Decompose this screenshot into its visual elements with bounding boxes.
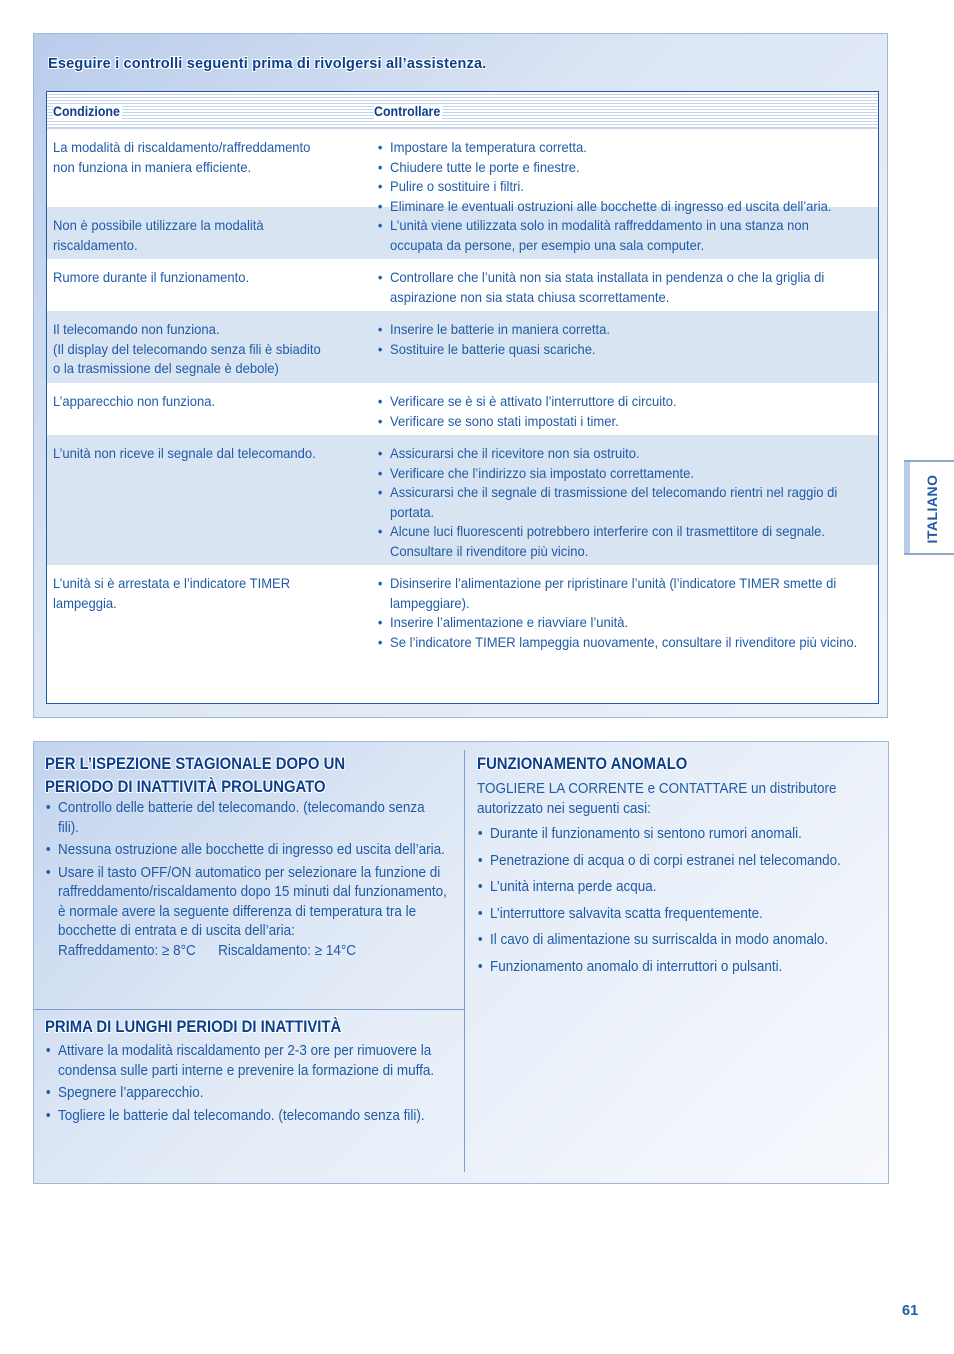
column-header-check: Controllare: [374, 104, 441, 119]
seasonal-inspection-list: [45, 799, 455, 961]
check-item: • Alcune luci fluorescenti potrebbero interferire con il trasmettitore di segnale. Consultare il rivenditore più vicino.: [377, 522, 865, 561]
heating-difference: Riscaldamento: ≥ 14°C: [218, 942, 357, 959]
column-header-condition: Condizione: [53, 104, 120, 119]
check-list: [377, 444, 865, 561]
check-item: • Assicurarsi che il ricevitore non sia ostruito.: [377, 444, 865, 464]
list-item: • Togliere le batterie dal telecomando. (telecomando senza fili).: [45, 1107, 449, 1127]
check-list: [377, 392, 865, 431]
check-item: • Chiudere tutte le porte e finestre.: [377, 158, 865, 178]
seasonal-inspection-section: [45, 753, 455, 964]
table-row: [47, 435, 878, 565]
long-inactivity-section: [45, 1016, 455, 1129]
abnormal-operation-title: FUNZIONAMENTO ANOMALO: [477, 755, 688, 773]
list-item: • Penetrazione di acqua o di corpi estranei nel telecomando.: [477, 852, 881, 872]
table-row: [47, 565, 878, 674]
check-item: • Assicurarsi che il segnale di trasmissione del telecomando rientri nel raggio di portata.: [377, 483, 865, 522]
language-tab: [904, 460, 954, 555]
page-number: 61: [902, 1303, 919, 1319]
condition-line: Non è possibile utilizzare la modalità: [53, 217, 264, 233]
condition-line: non funziona in maniera efficiente.: [53, 158, 252, 175]
condition-line: Il telecomando non funziona.: [53, 321, 220, 337]
check-list: [377, 138, 865, 216]
list-item: [45, 864, 449, 962]
column-divider: [464, 750, 465, 1172]
list-item: • Nessuna ostruzione alle bocchette di ingresso ed uscita dell’aria.: [45, 841, 449, 861]
table-row: [47, 383, 878, 435]
condition-line: L’unità si è arrestata e l’indicatore TIMER: [53, 575, 291, 591]
check-item: • Verificare se è si è attivato l’interruttore di circuito.: [377, 392, 865, 412]
maintenance-panel: [33, 741, 889, 1184]
check-item: • Disinserire l’alimentazione per ripristinare l’unità (l’indicatore TIMER smette di lampeggiare).: [377, 574, 865, 613]
list-item: • Attivare la modalità riscaldamento per 2-3 ore per rimuovere la condensa sulle parti interne e prevenire la formazione di muffa.: [45, 1042, 449, 1081]
long-inactivity-list: [45, 1042, 455, 1126]
condition-line: Rumore durante il funzionamento.: [53, 269, 250, 285]
list-item: • Il cavo di alimentazione su surriscalda in modo anomalo.: [477, 931, 881, 951]
troubleshooting-heading: Eseguire i controlli seguenti prima di rivolgersi all’assistenza.: [48, 56, 487, 72]
list-item: • Funzionamento anomalo di interruttori o pulsanti.: [477, 958, 881, 978]
check-item: • Impostare la temperatura corretta.: [377, 138, 865, 158]
condition-line: L’apparecchio non funziona.: [53, 393, 216, 409]
language-label: ITALIANO: [924, 474, 940, 544]
abnormal-operation-section: [477, 753, 882, 984]
check-item: • Verificare se sono stati impostati i timer.: [377, 412, 865, 432]
condition-line: (Il display del telecomando senza fili è sbiadito: [53, 340, 321, 357]
check-list: [377, 574, 865, 652]
troubleshooting-table: [46, 91, 879, 704]
table-row: [47, 259, 878, 311]
long-inactivity-title: PRIMA DI LUNGHI PERIODI DI INATTIVITÀ: [45, 1018, 342, 1036]
list-item: • L’interruttore salvavita scatta frequentemente.: [477, 905, 881, 925]
table-row: [47, 129, 878, 214]
condition-line: riscaldamento.: [53, 236, 138, 253]
check-item: • Verificare che l’indirizzo sia impostato correttamente.: [377, 464, 865, 484]
list-item: • Spegnere l’apparecchio.: [45, 1084, 449, 1104]
table-row: [47, 311, 878, 383]
language-tab-bar: [904, 462, 910, 553]
section-divider: [34, 1009, 464, 1010]
check-item: • Pulire o sostituire i filtri.: [377, 177, 865, 197]
check-list: [377, 216, 865, 255]
list-item: • Controllo delle batterie del telecomando. (telecomando senza fili).: [45, 799, 449, 838]
check-list: [377, 320, 865, 359]
list-item: • Durante il funzionamento si sentono rumori anomali.: [477, 825, 881, 845]
condition-line: o la trasmissione del segnale è debole): [53, 360, 279, 376]
check-item: • Se l’indicatore TIMER lampeggia nuovamente, consultare il rivenditore più vicino.: [377, 633, 865, 653]
table-header: [47, 92, 878, 129]
condition-line: lampeggia.: [53, 594, 117, 611]
cooling-difference: Raffreddamento: ≥ 8°C: [58, 942, 196, 959]
check-item: • Inserire l’alimentazione e riavviare l’unità.: [377, 613, 865, 633]
condition-line: La modalità di riscaldamento/raffreddamento: [53, 139, 311, 155]
check-item: • Sostituire le batterie quasi scariche.: [377, 340, 865, 360]
check-item: • Controllare che l’unità non sia stata installata in pendenza o che la griglia di aspirazione non sia stata chiusa scorrettamente.: [377, 268, 865, 307]
check-item: • Inserire le batterie in maniera corretta.: [377, 320, 865, 340]
abnormal-operation-list: [477, 825, 882, 977]
check-item: • Eliminare le eventuali ostruzioni alle bocchette di ingresso ed uscita dell’aria.: [377, 197, 865, 217]
condition-line: L’unità non riceve il segnale dal telecomando.: [53, 445, 316, 461]
abnormal-operation-intro: TOGLIERE LA CORRENTE e CONTATTARE un distributore autorizzato nei seguenti casi:: [477, 781, 837, 817]
troubleshooting-panel: [33, 33, 888, 718]
check-list: [377, 268, 865, 307]
temperature-note: Usare il tasto OFF/ON automatico per selezionare la funzione di raffreddamento/riscaldamento dopo 15 minuti dal funzionamento, è normale avere la seguente differenza di temperatura tra le bocchette di entrata e di uscita dell’aria:: [58, 864, 447, 939]
seasonal-inspection-title: PER L’ISPEZIONE STAGIONALE DOPO UN PERIODO DI INATTIVITÀ PROLUNGATO: [45, 755, 346, 796]
check-item: • L’unità viene utilizzata solo in modalità raffreddamento in una stanza non occupata da persone, per esempio una sala computer.: [377, 216, 865, 255]
list-item: • L’unità interna perde acqua.: [477, 878, 881, 898]
